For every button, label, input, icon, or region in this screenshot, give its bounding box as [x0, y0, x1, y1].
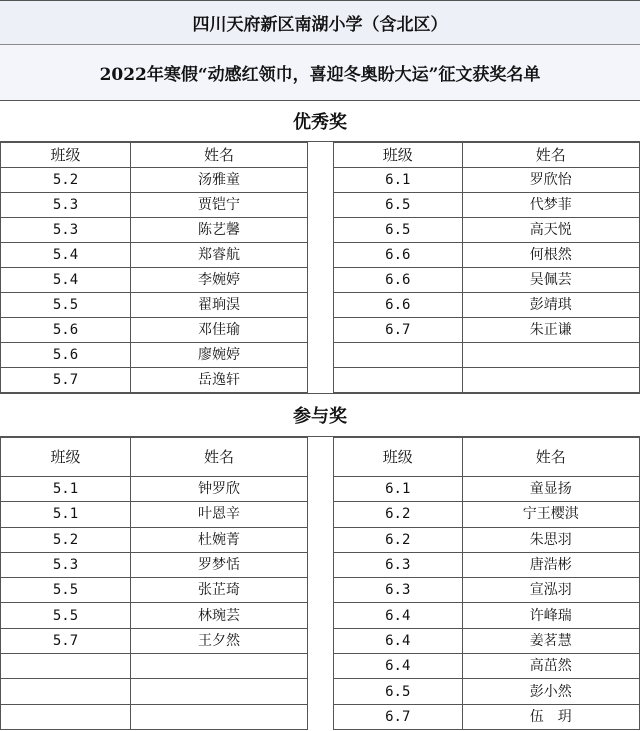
name-column-header: 姓名 [131, 143, 308, 168]
participation-left-table [0, 437, 308, 730]
class-cell [1, 679, 131, 704]
table-row [334, 168, 640, 193]
student-name-cell: 朱正谦 [462, 318, 639, 343]
student-name-cell [131, 654, 308, 679]
student-name-cell: 张芷琦 [131, 578, 308, 603]
table-row [334, 552, 640, 577]
class-column-header: 班级 [334, 438, 463, 477]
student-name-cell: 童显扬 [462, 477, 639, 502]
class-cell: 5.7 [1, 628, 131, 653]
table-row [334, 679, 640, 704]
table-header-row [1, 143, 308, 168]
student-name-cell: 彭小然 [462, 679, 639, 704]
class-cell: 5.3 [1, 193, 131, 218]
student-name-cell: 高茁然 [462, 654, 639, 679]
student-name-cell: 何根然 [462, 243, 639, 268]
participation-award-heading: 参与奖 [0, 393, 640, 437]
class-cell: 5.4 [1, 243, 131, 268]
student-name-cell: 代梦菲 [462, 193, 639, 218]
student-name-cell: 郑睿航 [131, 243, 308, 268]
student-name-cell: 叶恩辛 [131, 502, 308, 527]
class-cell: 6.3 [334, 578, 463, 603]
student-name-cell: 宣泓羽 [462, 578, 639, 603]
student-name-cell [462, 343, 639, 368]
class-cell: 5.2 [1, 527, 131, 552]
class-cell: 6.7 [334, 318, 463, 343]
student-name-cell: 杜婉菁 [131, 527, 308, 552]
class-cell: 6.5 [334, 193, 463, 218]
class-column-header: 班级 [1, 143, 131, 168]
student-name-cell: 邓佳瑜 [131, 318, 308, 343]
student-name-cell: 钟罗欣 [131, 477, 308, 502]
student-name-cell: 贾铠宁 [131, 193, 308, 218]
table-row [1, 502, 308, 527]
table-row [334, 368, 640, 393]
document-title: 四川天府新区南湖小学（含北区） [0, 0, 640, 45]
table-row [334, 343, 640, 368]
table-row [334, 193, 640, 218]
table-row [334, 502, 640, 527]
table-row [1, 578, 308, 603]
class-cell: 6.6 [334, 293, 463, 318]
table-row [1, 218, 308, 243]
class-cell: 6.4 [334, 628, 463, 653]
class-cell: 6.7 [334, 704, 463, 729]
class-cell: 6.1 [334, 168, 463, 193]
student-name-cell: 伍 玥 [462, 704, 639, 729]
table-row [1, 603, 308, 628]
table-row [334, 704, 640, 729]
student-name-cell: 廖婉婷 [131, 343, 308, 368]
table-row [1, 654, 308, 679]
class-cell: 5.5 [1, 603, 131, 628]
table-row [334, 243, 640, 268]
student-name-cell: 汤雅童 [131, 168, 308, 193]
class-cell: 6.2 [334, 527, 463, 552]
class-cell [1, 704, 131, 729]
class-cell: 6.1 [334, 477, 463, 502]
student-name-cell: 李婉婷 [131, 268, 308, 293]
student-name-cell: 高天悦 [462, 218, 639, 243]
table-row [1, 527, 308, 552]
student-name-cell: 唐浩彬 [462, 552, 639, 577]
student-name-cell: 林琬芸 [131, 603, 308, 628]
table-row [1, 168, 308, 193]
student-name-cell: 彭靖琪 [462, 293, 639, 318]
table-row [1, 268, 308, 293]
student-name-cell [131, 704, 308, 729]
class-cell [334, 343, 463, 368]
table-row [1, 243, 308, 268]
class-cell: 5.6 [1, 343, 131, 368]
participation-right-table [333, 437, 640, 730]
class-cell: 6.6 [334, 243, 463, 268]
class-cell: 5.5 [1, 578, 131, 603]
table-row [1, 679, 308, 704]
class-cell: 5.6 [1, 318, 131, 343]
name-column-header: 姓名 [462, 143, 639, 168]
table-row [334, 654, 640, 679]
class-cell: 6.2 [334, 502, 463, 527]
student-name-cell: 朱思羽 [462, 527, 639, 552]
class-cell: 5.1 [1, 502, 131, 527]
excellent-right-table [333, 142, 640, 393]
table-row [1, 552, 308, 577]
student-name-cell [131, 679, 308, 704]
class-cell: 5.5 [1, 293, 131, 318]
table-row [1, 368, 308, 393]
class-cell: 6.6 [334, 268, 463, 293]
class-cell [334, 368, 463, 393]
table-row [334, 268, 640, 293]
table-row [334, 477, 640, 502]
table-row [334, 293, 640, 318]
table-header-row [334, 438, 640, 477]
table-header-row [334, 143, 640, 168]
student-name-cell [462, 368, 639, 393]
table-row [334, 527, 640, 552]
table-row [334, 578, 640, 603]
table-header-row [1, 438, 308, 477]
class-cell: 6.3 [334, 552, 463, 577]
class-cell: 5.1 [1, 477, 131, 502]
table-row [1, 477, 308, 502]
table-row [334, 318, 640, 343]
student-name-cell: 翟珦淏 [131, 293, 308, 318]
class-cell: 6.5 [334, 679, 463, 704]
student-name-cell: 陈艺馨 [131, 218, 308, 243]
class-column-header: 班级 [334, 143, 463, 168]
class-cell: 5.4 [1, 268, 131, 293]
table-row [334, 218, 640, 243]
table-row [1, 628, 308, 653]
student-name-cell: 王夕然 [131, 628, 308, 653]
class-cell: 6.5 [334, 218, 463, 243]
name-column-header: 姓名 [462, 438, 639, 477]
class-cell: 5.7 [1, 368, 131, 393]
table-row [1, 293, 308, 318]
excellent-award-heading: 优秀奖 [0, 101, 640, 142]
table-row [1, 193, 308, 218]
class-cell: 6.4 [334, 654, 463, 679]
student-name-cell: 罗梦恬 [131, 552, 308, 577]
student-name-cell: 罗欣怡 [462, 168, 639, 193]
class-column-header: 班级 [1, 438, 131, 477]
class-cell: 5.3 [1, 218, 131, 243]
student-name-cell: 姜茗慧 [462, 628, 639, 653]
student-name-cell: 许峰瑞 [462, 603, 639, 628]
class-cell: 5.3 [1, 552, 131, 577]
student-name-cell: 宁王樱淇 [462, 502, 639, 527]
student-name-cell: 吴佩芸 [462, 268, 639, 293]
table-row [1, 704, 308, 729]
table-row [334, 628, 640, 653]
table-row [334, 603, 640, 628]
class-cell [1, 654, 131, 679]
document-subtitle: 2022年寒假“动感红领巾，喜迎冬奥盼大运”征文获奖名单 [0, 45, 640, 101]
name-column-header: 姓名 [131, 438, 308, 477]
table-row [1, 318, 308, 343]
table-row [1, 343, 308, 368]
student-name-cell: 岳逸轩 [131, 368, 308, 393]
class-cell: 6.4 [334, 603, 463, 628]
excellent-left-table [0, 142, 308, 393]
class-cell: 5.2 [1, 168, 131, 193]
